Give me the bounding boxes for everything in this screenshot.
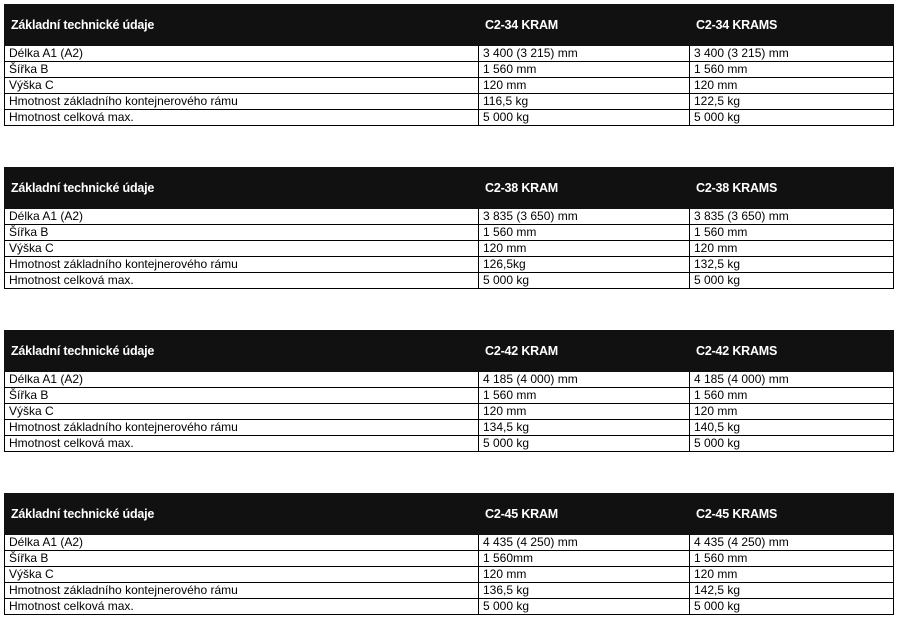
row-label: Délka A1 (A2) (5, 535, 479, 551)
row-label: Hmotnost celková max. (5, 436, 479, 452)
table-row (5, 209, 894, 225)
row-label: Hmotnost základního kontejnerového rámu (5, 257, 479, 273)
row-value-b: 1 560 mm (690, 62, 894, 78)
row-value-a: 134,5 kg (479, 420, 690, 436)
table-row (5, 62, 894, 78)
table-row (5, 551, 894, 567)
row-value-a: 3 835 (3 650) mm (479, 209, 690, 225)
table-row (5, 599, 894, 615)
row-value-a: 1 560 mm (479, 388, 690, 404)
row-value-b: 120 mm (690, 241, 894, 257)
row-value-b: 1 560 mm (690, 225, 894, 241)
row-value-a: 5 000 kg (479, 273, 690, 289)
row-value-a: 116,5 kg (479, 94, 690, 110)
row-value-a: 4 185 (4 000) mm (479, 372, 690, 388)
table-row (5, 110, 894, 126)
table-header-row (5, 494, 894, 535)
table-row (5, 46, 894, 62)
row-value-a: 1 560 mm (479, 62, 690, 78)
row-value-a: 1 560mm (479, 551, 690, 567)
spec-table-c2-42 (4, 330, 894, 452)
row-value-a: 5 000 kg (479, 110, 690, 126)
row-value-b: 3 835 (3 650) mm (690, 209, 894, 225)
row-label: Výška C (5, 404, 479, 420)
row-value-b: 5 000 kg (690, 599, 894, 615)
row-value-b: 5 000 kg (690, 110, 894, 126)
header-model-b: C2-34 KRAMS (690, 5, 894, 46)
row-value-b: 132,5 kg (690, 257, 894, 273)
row-value-b: 1 560 mm (690, 551, 894, 567)
row-label: Šířka B (5, 388, 479, 404)
table-row (5, 404, 894, 420)
table-row (5, 372, 894, 388)
row-label: Hmotnost celková max. (5, 273, 479, 289)
row-value-b: 1 560 mm (690, 388, 894, 404)
table-row (5, 583, 894, 599)
table-header-row (5, 5, 894, 46)
row-value-b: 120 mm (690, 78, 894, 94)
header-label: Základní technické údaje (5, 494, 479, 535)
table-row (5, 225, 894, 241)
row-value-a: 120 mm (479, 567, 690, 583)
spec-table-c2-45 (4, 493, 894, 615)
header-model-a: C2-34 KRAM (479, 5, 690, 46)
row-label: Délka A1 (A2) (5, 372, 479, 388)
row-value-b: 4 185 (4 000) mm (690, 372, 894, 388)
header-model-a: C2-45 KRAM (479, 494, 690, 535)
table-row (5, 567, 894, 583)
row-label: Délka A1 (A2) (5, 46, 479, 62)
row-value-a: 136,5 kg (479, 583, 690, 599)
table-row (5, 436, 894, 452)
row-label: Hmotnost základního kontejnerového rámu (5, 583, 479, 599)
spec-table-c2-38 (4, 167, 894, 289)
row-value-b: 120 mm (690, 567, 894, 583)
row-label: Hmotnost celková max. (5, 599, 479, 615)
table-header-row (5, 168, 894, 209)
row-value-b: 122,5 kg (690, 94, 894, 110)
table-row (5, 78, 894, 94)
row-label: Výška C (5, 241, 479, 257)
spec-table-c2-34 (4, 4, 894, 126)
row-value-b: 5 000 kg (690, 436, 894, 452)
row-label: Hmotnost základního kontejnerového rámu (5, 94, 479, 110)
table-row (5, 257, 894, 273)
row-label: Délka A1 (A2) (5, 209, 479, 225)
row-value-a: 120 mm (479, 404, 690, 420)
header-label: Základní technické údaje (5, 168, 479, 209)
header-model-a: C2-42 KRAM (479, 331, 690, 372)
row-label: Šířka B (5, 62, 479, 78)
row-value-a: 120 mm (479, 241, 690, 257)
header-model-b: C2-45 KRAMS (690, 494, 894, 535)
row-value-b: 3 400 (3 215) mm (690, 46, 894, 62)
row-label: Výška C (5, 78, 479, 94)
row-value-a: 5 000 kg (479, 599, 690, 615)
row-value-a: 120 mm (479, 78, 690, 94)
row-label: Hmotnost základního kontejnerového rámu (5, 420, 479, 436)
table-row (5, 420, 894, 436)
table-row (5, 94, 894, 110)
header-label: Základní technické údaje (5, 331, 479, 372)
row-value-a: 4 435 (4 250) mm (479, 535, 690, 551)
table-header-row (5, 331, 894, 372)
row-value-a: 5 000 kg (479, 436, 690, 452)
row-value-a: 1 560 mm (479, 225, 690, 241)
row-value-a: 3 400 (3 215) mm (479, 46, 690, 62)
row-value-b: 5 000 kg (690, 273, 894, 289)
table-row (5, 388, 894, 404)
header-model-b: C2-38 KRAMS (690, 168, 894, 209)
row-label: Šířka B (5, 551, 479, 567)
row-value-b: 120 mm (690, 404, 894, 420)
header-model-a: C2-38 KRAM (479, 168, 690, 209)
row-label: Šířka B (5, 225, 479, 241)
row-value-b: 142,5 kg (690, 583, 894, 599)
row-value-b: 140,5 kg (690, 420, 894, 436)
row-value-b: 4 435 (4 250) mm (690, 535, 894, 551)
row-value-a: 126,5kg (479, 257, 690, 273)
table-row (5, 273, 894, 289)
header-label: Základní technické údaje (5, 5, 479, 46)
row-label: Výška C (5, 567, 479, 583)
table-row (5, 241, 894, 257)
table-row (5, 535, 894, 551)
row-label: Hmotnost celková max. (5, 110, 479, 126)
header-model-b: C2-42 KRAMS (690, 331, 894, 372)
